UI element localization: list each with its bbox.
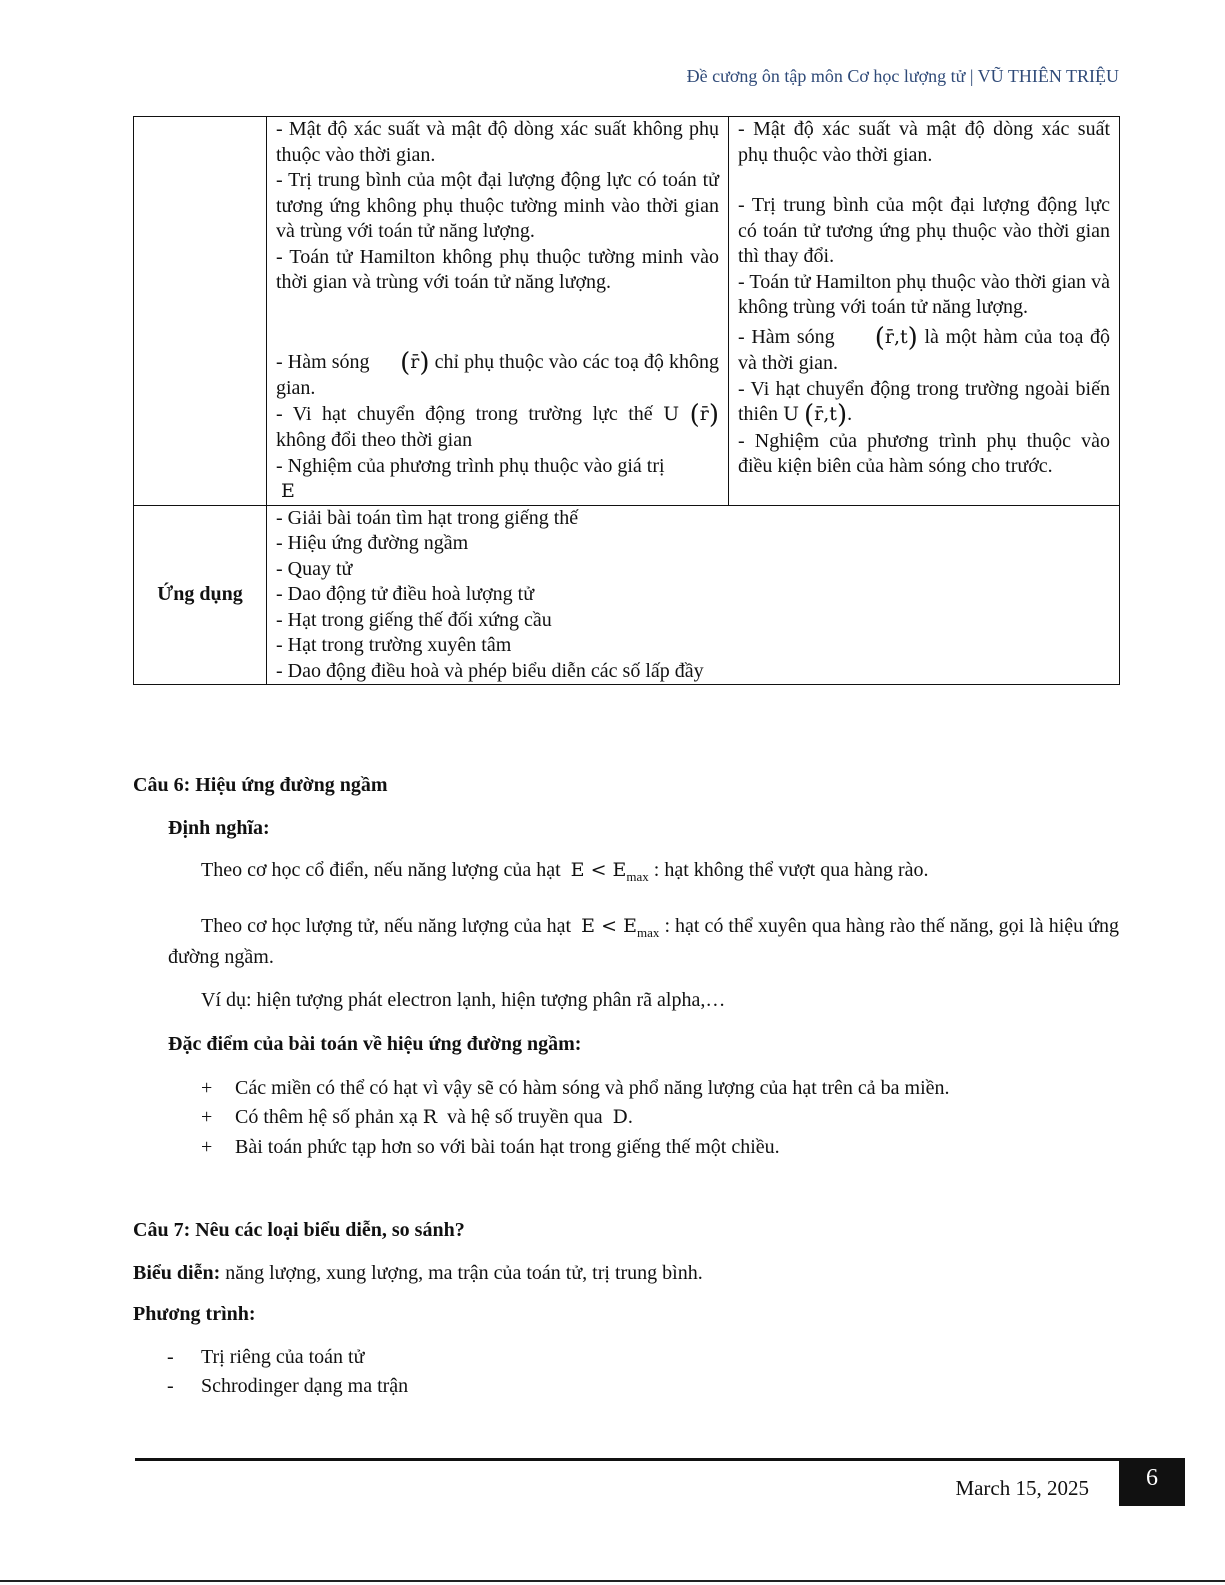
list-item: - Giải bài toán tìm hạt trong giếng thế [276, 506, 579, 529]
running-header: Đề cương ôn tập môn Cơ học lượng tử | VŨ THIÊN TRIỆU [686, 66, 1119, 86]
paragraph: Theo cơ học lượng tử, nếu năng lượng của hạt $E < E_{max}$ : hạt có thể xuyên qua hàng rào thế năng, gọi là hiệu ứng đường ngầm. [168, 914, 1120, 968]
list-item: - Hạt trong trường xuyên tâm [276, 634, 512, 656]
list-item: - Vi hạt chuyển động trong trường lực thế U (r̄) không đổi theo thời gian [276, 399, 720, 451]
ung-dung-label: Ứng dụng [134, 505, 267, 685]
list-item: + Các miền có thể có hạt vì vậy sẽ có hàm sóng và phổ năng lượng của hạt trên cả ba miền. [201, 1076, 950, 1099]
section-title: Câu 7: Nêu các loại biểu diễn, so sánh? [133, 1219, 465, 1241]
list-item: - Mật độ xác suất và mật độ dòng xác suất không phụ thuộc vào thời gian. [276, 118, 719, 166]
list-item: - Nghiệm của phương trình phụ thuộc vào giá trị E [276, 454, 665, 502]
dash-list [133, 1345, 1119, 1400]
footer-divider [135, 1458, 1120, 1461]
list-item: + Có thêm hệ số phản xạ R và hệ số truyền qua D. [201, 1106, 633, 1128]
subheading: Phương trình: [133, 1303, 256, 1325]
subheading: Đặc điểm của bài toán về hiệu ứng đường ngầm: [168, 1033, 582, 1055]
list-item: + Bài toán phức tạp hơn so với bài toán hạt trong giếng thế một chiều. [201, 1135, 780, 1158]
list-item: - Quay tử [276, 557, 353, 580]
list-item: - Trị riêng của toán tử [167, 1345, 365, 1368]
list-item: - Dao động điều hoà và phép biểu diễn các số lấp đầy [276, 659, 704, 682]
stationary-cell [267, 117, 729, 506]
bullet-list [133, 1076, 1119, 1161]
comparison-table [133, 116, 1120, 685]
section-cau7 [133, 1218, 1119, 1400]
list-item: - Nghiệm của phương trình phụ thuộc vào điều kiện biên của hàm sóng cho trước. [738, 429, 1110, 477]
section-title: Câu 6: Hiệu ứng đường ngầm [133, 774, 388, 796]
footer-date: March 15, 2025 [955, 1476, 1089, 1500]
page-number: 6 [1119, 1458, 1185, 1506]
paragraph: Theo cơ học cổ điển, nếu năng lượng của hạt $E < E_{max}$ : hạt không thể vượt qua hàng rào. [201, 859, 929, 884]
table-row [134, 117, 1120, 506]
list-item: - Trị trung bình của một đại lượng động lực có toán tử tương ứng không phụ thuộc tường minh vào thời gian và trùng với toán tử năng lượng. [276, 169, 719, 242]
subheading: Định nghĩa: [168, 816, 270, 839]
list-item: - Toán tử Hamilton phụ thuộc vào thời gian và không trùng với toán tử năng lượng. [738, 270, 1110, 318]
list-item: - Mật độ xác suất và mật độ dòng xác suất phụ thuộc vào thời gian. [738, 118, 1110, 166]
list-item: - Toán tử Hamilton không phụ thuộc tường minh vào thời gian và trùng với toán tử năng lượng. [276, 245, 719, 293]
page-bottom-rule [0, 1580, 1225, 1582]
list-item: - Hàm sóng (r̄) chỉ phụ thuộc vào các toạ độ không gian. [276, 347, 720, 399]
list-item: - Vi hạt chuyển động trong trường ngoài biến thiên U (r̄,t). [738, 377, 1110, 430]
list-item: - Hiệu ứng đường ngầm [276, 532, 469, 554]
list-item: - Schrodinger dạng ma trận [167, 1375, 409, 1397]
paragraph: Biểu diễn: năng lượng, xung lượng, ma trận của toán tử, trị trung bình. [133, 1261, 703, 1284]
nonstationary-cell [729, 117, 1120, 506]
list-item: - Trị trung bình của một đại lượng động lực có toán tử tương ứng phụ thuộc vào thời gian thì thay đổi. [738, 194, 1110, 267]
list-item: - Hàm sóng (r̄,t) là một hàm của toạ độ và thời gian. [738, 322, 1111, 374]
section-cau6 [133, 773, 1119, 1160]
paragraph: Ví dụ: hiện tượng phát electron lạnh, hiện tượng phân rã alpha,… [201, 988, 726, 1011]
ung-dung-cell [267, 505, 1120, 685]
list-item: - Hạt trong giếng thế đối xứng cầu [276, 608, 552, 631]
empty-label-cell [134, 117, 267, 506]
list-item: - Dao động tử điều hoà lượng tử [276, 583, 535, 605]
table-row [134, 505, 1120, 685]
